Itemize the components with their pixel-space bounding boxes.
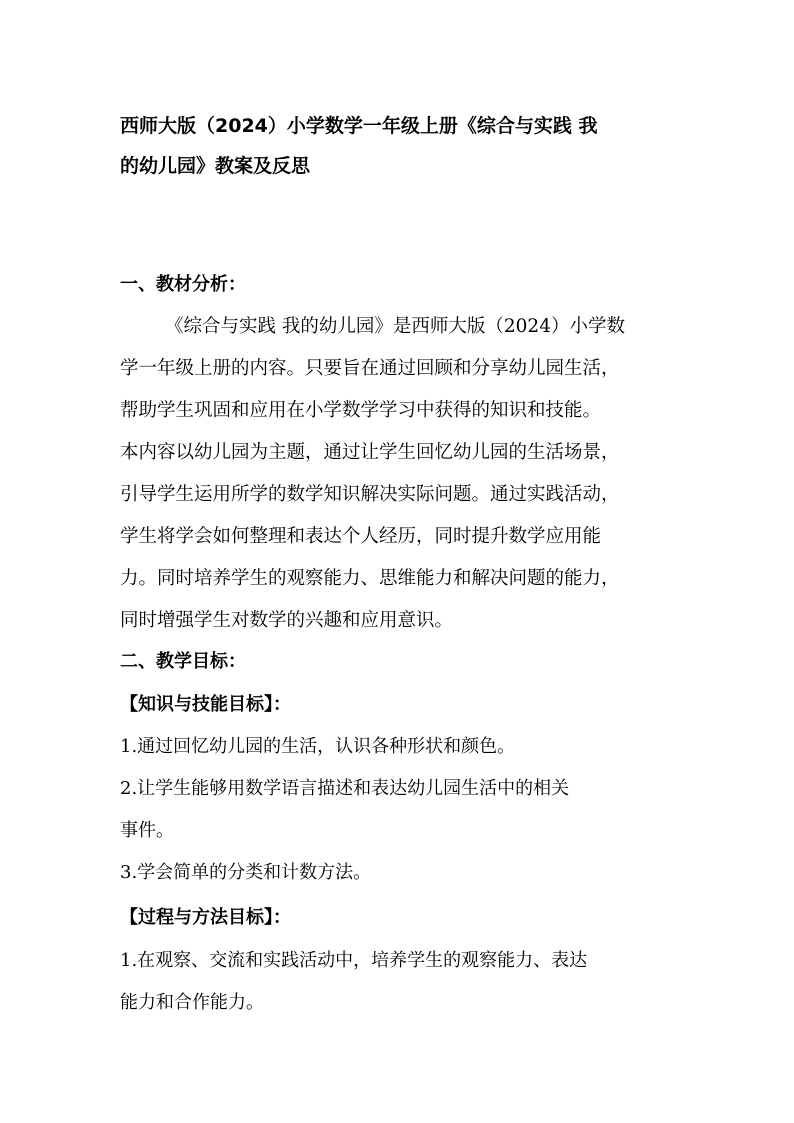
list-item: 2.让学生能够用数学语言描述和表达幼儿园生活中的相关 (120, 778, 570, 799)
section-heading-objectives: 二、教学目标： (120, 651, 246, 672)
paragraph-line: 《综合与实践 我的幼儿园》是西师大版（2024）小学数 (165, 316, 625, 337)
paragraph-line: 帮助学生巩固和应用在小学数学学习中获得的知识和技能。 (120, 400, 602, 421)
paragraph-line: 学一年级上册的内容。只要旨在通过回顾和分享幼儿园生活， (120, 358, 620, 379)
title-line-1: 西师大版（2024）小学数学一年级上册《综合与实践 我 (120, 115, 598, 137)
list-item: 1.通过回忆幼儿园的生活，认识各种形状和颜色。 (120, 736, 516, 757)
paragraph-line: 本内容以幼儿园为主题，通过让学生回忆幼儿园的生活场景， (120, 442, 620, 463)
list-item: 3.学会简单的分类和计数方法。 (120, 862, 372, 883)
paragraph-line: 同时增强学生对数学的兴趣和应用意识。 (120, 610, 454, 631)
title-line-2: 的幼儿园》教案及反思 (120, 155, 311, 177)
process-methods-heading: 【过程与方法目标】： (120, 907, 291, 928)
list-item: 事件。 (120, 820, 174, 841)
paragraph-line: 力。同时培养学生的观察能力、思维能力和解决问题的能力， (120, 568, 620, 589)
document-title (120, 106, 680, 186)
list-item: 能力和合作能力。 (120, 992, 264, 1013)
list-item: 1.在观察、交流和实践活动中，培养学生的观察能力、表达 (120, 950, 588, 971)
paragraph-line: 学生将学会如何整理和表达个人经历，同时提升数学应用能 (120, 526, 602, 547)
section-heading-analysis: 一、教材分析： (120, 274, 246, 295)
paragraph-line: 引导学生运用所学的数学知识解决实际问题。通过实践活动， (120, 484, 620, 505)
knowledge-skills-heading: 【知识与技能目标】： (120, 694, 291, 715)
